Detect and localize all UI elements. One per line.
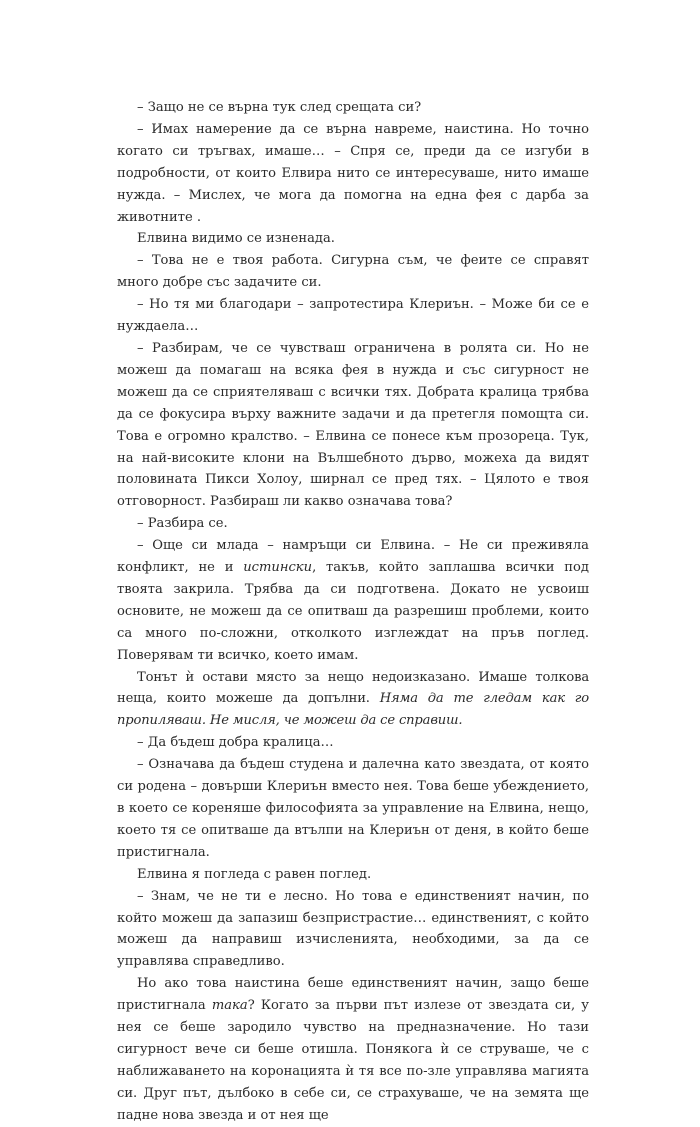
paragraph-14-text-a: Но ако това наистина беше единственият начин, защо беше пристигнала bbox=[117, 976, 589, 1014]
paragraph-12: Елвина я погледа с равен поглед. bbox=[137, 866, 372, 882]
paragraph-8-emphasis: истински bbox=[243, 560, 313, 576]
paragraph-3: Елвина видимо се изненада. bbox=[137, 231, 335, 247]
paragraph-9-emphasis: Няма да те гледам как го пропиляваш. Не мисля, че можеш да се справиш. bbox=[117, 691, 589, 729]
paragraph-8-text-a: – Още си млада – намръщи си Елвина. – Не си преживяла конфликт, не и bbox=[117, 538, 589, 576]
paragraph-4: – Това не е твоя работа. Сигурна съм, че феите се справят много добре със задачите си. bbox=[117, 253, 589, 291]
body-text bbox=[117, 97, 589, 1127]
paragraph-14-emphasis: така bbox=[211, 998, 248, 1014]
paragraph-10: – Да бъдеш добра кралица… bbox=[137, 735, 334, 751]
paragraph-1: – Защо не се върна тук след срещата си? bbox=[137, 100, 422, 115]
paragraph-8 bbox=[117, 535, 589, 666]
paragraph-7: – Разбира се. bbox=[137, 516, 228, 532]
paragraph-14-text-b: ? Когато за първи път излезе от звездата си, у нея се беше зародило чувство на предназначение. Но тази сигурност вече си беше отишла. Понякога ѝ се струваше, че с наближаването на коронацията ѝ тя все по-зле управлява магията си. Друг път, дълбоко в себе си, се страхуваше, че на земята ще падне нова звезда и от нея ще bbox=[117, 998, 589, 1123]
paragraph-9 bbox=[117, 667, 589, 733]
paragraph-5: – Но тя ми благодари – запротестира Клериън. – Може би се е нуждаела… bbox=[117, 297, 589, 335]
paragraph-2: – Имах намерение да се върна навреме, наистина. Но точно когато си тръгвах, имаше… – Спря се, преди да се изгуби в подробности, от които Елвира нито се интересуваше, нито имаше нужда. – Мислех, че мога да помогна на една фея с дарба за животните . bbox=[117, 121, 589, 225]
paragraph-6: – Разбирам, че се чувстваш ограничена в ролята си. Но не можеш да помагаш на всяка фея в нужда и със сигурност не можеш да се сприятеляваш с всички тях. Добрата кралица трябва да се фокусира върху важните задачи и да претегля помощта си. Това е огромно кралство. – Елвина се понесе към прозореца. Тук, на най-високите клони на Вълшебното дърво, можеха да видят половината Пикси Холоу, ширнал се пред тях. – Цялото е твоя отговорност. Разбираш ли какво означава това? bbox=[117, 340, 589, 510]
paragraph-8-text-b: , такъв, който заплашва всички под твоята закрила. Трябва да си подготвена. Докато не усвоиш основите, не можеш да се опитваш да разрешиш проблеми, които са много по-сложни, отколкото изглеждат на пръв поглед. Поверявам ти всичко, което имам. bbox=[117, 560, 589, 663]
paragraph-13: – Знам, че не ти е лесно. Но това е единственият начин, по който можеш да запазиш безпристрастие… единственият, с който можеш да направиш изчисленията, необходими, за да се управлява справедливо. bbox=[117, 888, 589, 970]
paragraph-14 bbox=[117, 973, 589, 1126]
paragraph-9-text-a: Тонът ѝ остави място за нещо недоизказано. Имаше толкова неща, които можеше да допълни. bbox=[117, 669, 589, 707]
paragraph-11: – Означава да бъдеш студена и далечна като звездата, от която си родена – довърши Клериън вместо нея. Това беше убеждението, в което се кореняше философията за управление на Елвина, нещо, което тя се опитваше да втълпи на Клериън от деня, в който беше пристигнала. bbox=[117, 757, 589, 860]
